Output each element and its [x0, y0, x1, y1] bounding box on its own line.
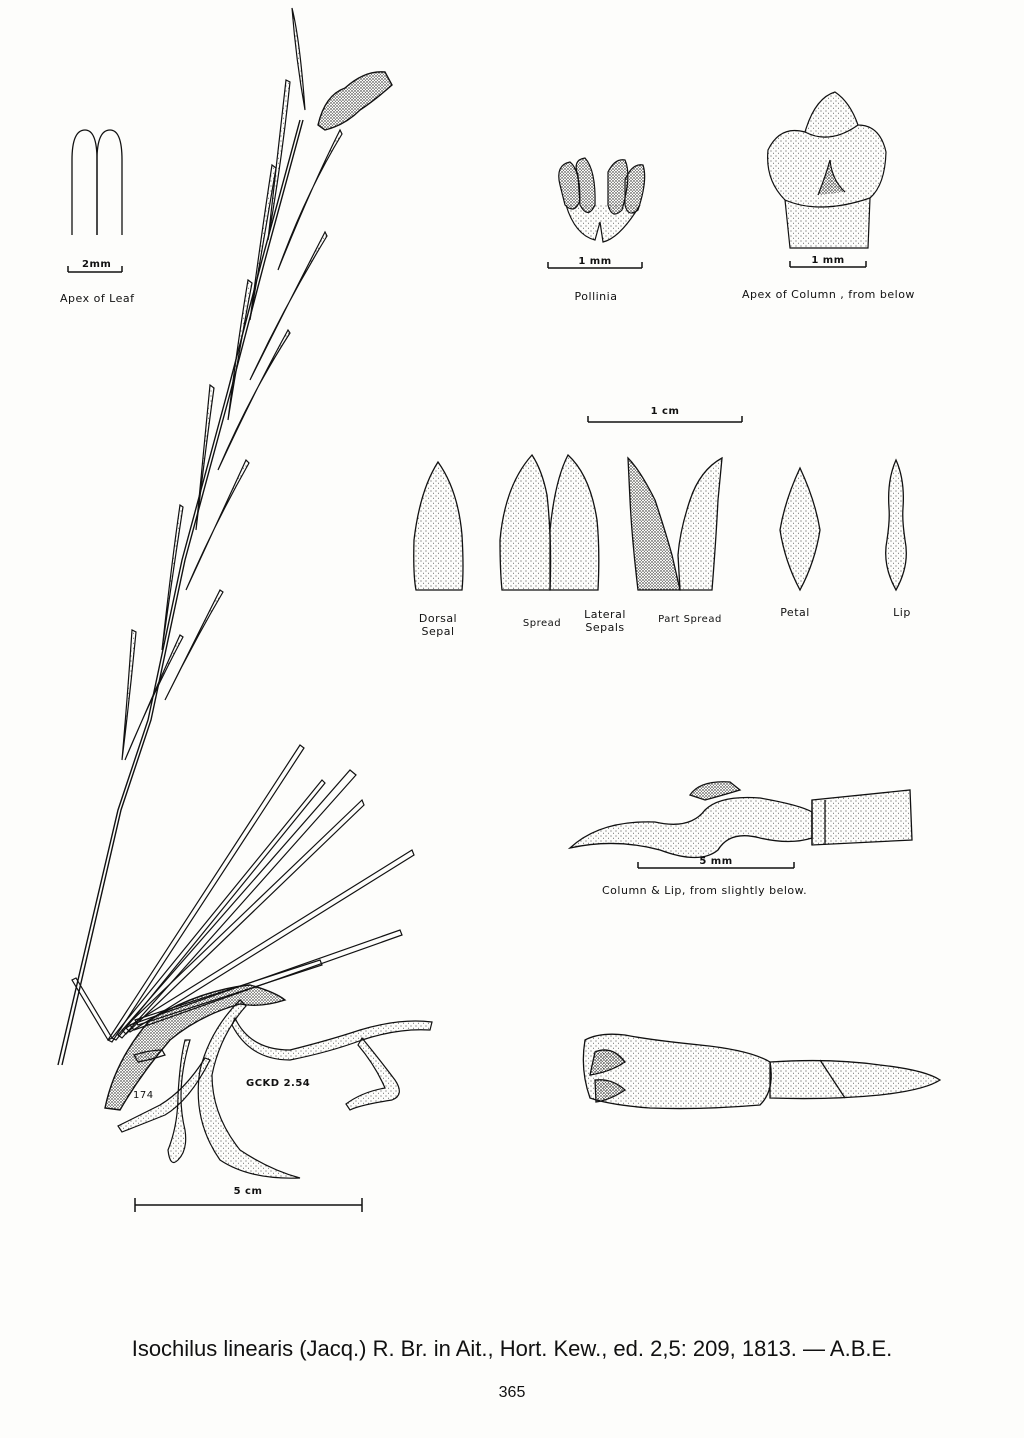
habit-drawing — [58, 8, 432, 1212]
dorsal-sepal-label — [419, 612, 457, 638]
pollinia-label: Pollinia — [574, 290, 618, 303]
dorsal-sepal-label-line2: Sepal — [421, 625, 455, 638]
flower-bud — [318, 72, 392, 130]
flower-side-view — [583, 1034, 940, 1108]
petal-label: Petal — [780, 606, 810, 619]
scale-bar-5cm — [135, 1198, 362, 1212]
lateral-sepals-label-line2: Sepals — [585, 621, 625, 634]
perianth-drawings — [414, 416, 907, 590]
column-apex-drawing — [768, 92, 886, 267]
page-number: 365 — [498, 1384, 526, 1401]
habit-scale: 5 cm — [233, 1186, 263, 1197]
leaf-apex-label: Apex of Leaf — [60, 292, 135, 305]
artist-initials: GCKD 2.54 — [246, 1078, 311, 1089]
pollinia-drawing — [548, 158, 645, 268]
pollinia-scale: 1 mm — [578, 256, 612, 267]
lip-label: Lip — [893, 606, 911, 619]
perianth-scale: 1 cm — [650, 406, 680, 417]
column-lip-label: Column & Lip, from slightly below. — [602, 884, 808, 897]
column-lip-scale: 5 mm — [699, 856, 733, 867]
leaf-apex-scale: 2mm — [82, 259, 112, 270]
spread-label: Spread — [522, 618, 562, 629]
column-apex-scale: 1 mm — [811, 255, 845, 266]
column-lip-drawing — [570, 782, 912, 868]
lateral-sepals-label-line1: Lateral — [584, 608, 626, 621]
dorsal-sepal-label-line1: Dorsal — [418, 612, 458, 625]
specimen-number: 174 — [133, 1090, 154, 1101]
plate-caption: Isochilus linearis (Jacq.) R. Br. in Ait., Hort. Kew., ed. 2,5: 209, 1813. — A.B.E. — [131, 1336, 893, 1361]
leaf-apex-drawing — [68, 130, 122, 272]
lateral-sepals-label — [584, 608, 626, 634]
column-apex-label: Apex of Column , from below — [742, 288, 915, 301]
part-spread-label: Part Spread — [658, 614, 722, 625]
